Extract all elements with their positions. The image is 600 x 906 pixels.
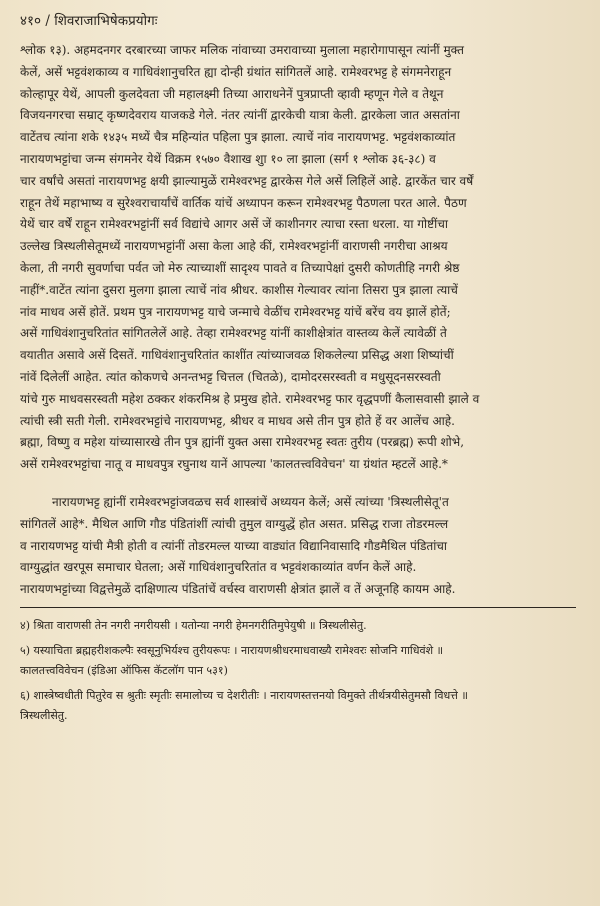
text-line: केला, ती नगरी सुवर्णाचा पर्वत जो मेरु त्याच्याशीं सादृश्य पावते व तिच्यापेक्षां दुसरी कोणतीहि नगरी श्रेष्ठ [20,260,460,275]
text-line: राहून तेथें महाभाष्य व सुरेश्वराचार्यांचें वार्तिक यांचें अध्यापन करून रामेश्वरभट्ट पैठणला परत आले. पैठण [20,195,467,210]
text-line: असें गाधिवंशानुचरितांत सांगितलेलें आहे. तेव्हा रामेश्वरभट्ट यांनीं काशीक्षेत्रांत वास्तव्य केलें त्यावेळीं ते [20,326,447,341]
text-line: विजयनगरचा सम्राट् कृष्णदेवराय याजकडे गेले. नंतर त्यांनीं द्वारकेची यात्रा केली. द्वारकेला जात असतांना [20,108,460,123]
footnote [20,616,576,636]
text-line: ४) श्रिता वाराणसी तेन नगरी नगरीयसी । यतोन्या नगरी हेमनगरीतिमुपेयुषी ॥ त्रिस्थलीसेतु. [20,618,367,632]
footnote-divider [20,607,576,608]
text-line: चार वर्षांचे असतां नारायणभट्ट क्षयी झाल्यामुळें रामेश्वरभट्ट द्वारकेस गेले असें लिहिलें आहे. द्वारकेंत चार वर्षें [20,173,474,188]
text-line: कालतत्त्वविवेचन (इंडिआ ऑफिस कॅटलॉग पान ५३१) [20,663,228,677]
text-line: वाग्युद्धांत खरपूस समाचार घेतला; असें गाधिवंशानुचरितांत व भट्टवंशकाव्यांत वर्णन केलें आहे. [20,560,417,575]
body-paragraph-1 [20,40,576,476]
header-separator: / [45,13,50,29]
text-line: नारायणभट्टांच्या विद्वत्तेमुळें दाक्षिणात्य पंडितांचें वर्चस्व वाराणसी क्षेत्रांत झालें व तें अजूनहि कायम आहे. [20,582,456,597]
text-line: यांचे गुरु माधवसरस्वती महेश ठक्कर शंकरमिश्र हे प्रमुख होते. रामेश्वरभट्ट फार वृद्धपणीं कैलासवासी झाले व [20,391,480,406]
text-line: वाटेंतच त्यांना शके १४३५ मध्यें चैत्र महिन्यांत पहिला पुत्र झाला. त्याचें नांव नारायणभट्ट. भट्टवंशकाव्यांत [20,130,456,145]
body-paragraph-2 [20,492,576,601]
footnote [20,641,576,681]
text-line: सांगितलें आहे*. मैथिल आणि गौड पंडितांशीं त्यांची तुमुल वाग्युद्धें होत असत. प्रसिद्ध राजा तोडरमल्ल [20,516,449,531]
text-line: व नारायणभट्ट यांची मैत्री होती व त्यांनीं तोडरमल्ल याच्या वाड्यांत विद्यानिवासादि गौडमैथिल पंडितांचा [20,538,448,553]
text-line: ब्रह्मा, विष्णु व महेश यांच्यासारखे तीन पुत्र ह्यांनीं युक्त असा रामेश्वरभट्ट स्वतः तुरीय (परब्रह्म) रूपी शोभे, [20,435,465,450]
text-line: ५) यस्याचिता ब्रह्महरीशकल्पैः स्वसूनुभिर्यश्च तुरीयरूपः । नारायणश्रीधरमाधवाख्यै रामेश्वरः सोजनि गाधिवंशे ॥ [20,643,444,657]
page-number: ४१० [20,13,42,29]
text-line: ६) शास्त्रेष्वधीती पितुरेव स श्रुतीः स्मृतीः समालोच्य च देशरीतीः । नारायणस्तत्तनयो विमुक्ते तीर्थत्रयीसेतुमसौ विधत्ते ॥ [20,688,468,702]
text-line: नांव माधव असें होतें. प्रथम पुत्र नारायणभट्ट याचे जन्माचे वेळींच रामेश्वरभट्ट यांचें बरेंच वय झालें होतें; [20,304,451,319]
text-line: त्रिस्थलीसेतु. [20,708,68,722]
text-line: नांवें दिलेलीं आहेत. त्यांत कोकणचे अनन्तभट्ट चित्तल (चितळे), दामोदरसरस्वती व मधुसूदनसरस्वती [20,369,441,384]
text-line: श्लोक १३). अहमदनगर दरबारच्या जाफर मलिक नांवाच्या उमरावाच्या मुलाला महारोगापासून त्यांनीं मुक्त [20,43,464,57]
text-line: नारायणभट्ट ह्यांनीं रामेश्वरभट्टांजवळच सर्व शास्त्रांचें अध्ययन केलें; असें त्यांच्या 'त्रिस्थलीसेतू'त [52,494,449,509]
footnotes [20,616,576,726]
text-line: वयातीत असावे असें दिसतें. गाधिवंशानुचरितांत काशींत त्यांच्याजवळ शिकलेल्या प्रसिद्ध अशा शिष्यांचीं [20,348,454,363]
text-line: त्यांची स्त्री सती गेली. रामेश्वरभट्टांचे नारायणभट्ट, श्रीधर व माधव असे तीन पुत्र होते हें वर आलेंच आहे. [20,413,455,428]
text-line: केलें, असें भट्टवंशकाव्य व गाधिवंशानुचरित ह्या दोन्ही ग्रंथांत सांगितलें आहे. रामेश्वरभट्ट हे संगमनेराहून [20,64,452,79]
text-line: उल्लेख त्रिस्थलीसेतूमध्यें नारायणभट्टांनीं असा केला आहे कीं, रामेश्वरभट्टांनीं वाराणसी नगरीचा आश्रय [20,239,448,254]
text-line: नाहीं*.वाटेंत त्यांना दुसरा मुलगा झाला त्याचें नांव श्रीधर. काशीस गेल्यावर त्यांना तिसरा पुत्र झाला त्याचें [20,282,458,297]
running-title: शिवराजाभिषेकप्रयोगः [54,13,158,29]
running-header [20,12,576,30]
text-line: कोल्हापूर येथें, आपली कुलदेवता जी महालक्ष्मी तिच्या आराधनेनें पुत्रप्राप्ती व्हावी म्हणून गेले व तेथून [20,86,444,101]
footnote [20,686,576,726]
text-line: असें रामेश्वरभट्टांचा नातू व माधवपुत्र रघुनाथ यानें आपल्या 'कालतत्त्वविवेचन' या ग्रंथांत म्हटलें आहे.* [20,457,448,472]
text-line: येथें चार वर्षें राहून रामेश्वरभट्टांनीं सर्व विद्यांचे आगर असें जें काशीनगर त्याचा रस्ता धरला. या गोष्टींचा [20,217,448,232]
text-line: नारायणभट्टांचा जन्म संगमनेर येथें विक्रम १५७० वैशाख शुा १० ला झाला (सर्ग १ श्लोक ३६-३८) व [20,151,436,166]
